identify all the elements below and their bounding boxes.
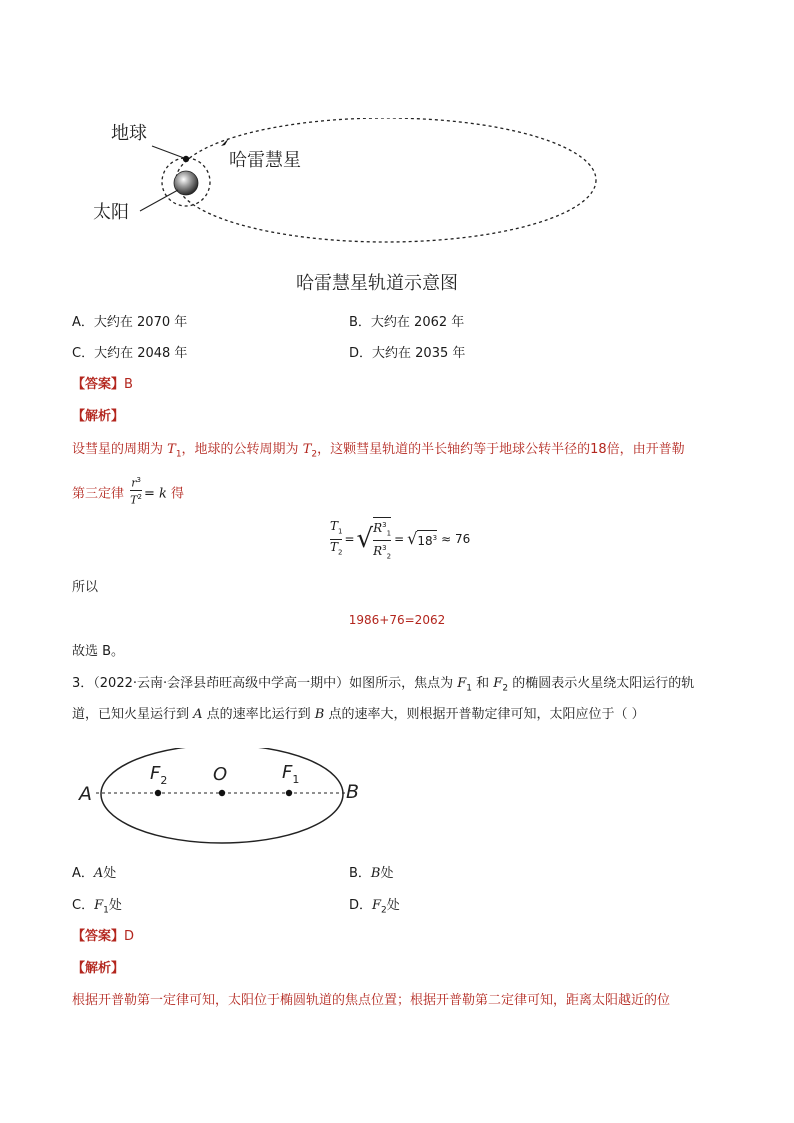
option-letter: B．: [349, 315, 371, 330]
q2-so: 所以: [72, 580, 99, 595]
earth-leader-line: [152, 146, 184, 158]
q3-stem-line1: 3．（2022·云南·会泽县茚旺高级中学高一期中）如图所示，焦点为 $F_1$ 和 $F_2$ 的椭圆表示火星绕太阳运行的轨: [72, 676, 695, 694]
option-letter: C．: [72, 346, 95, 361]
q3-option-b[interactable]: B．B处: [349, 866, 394, 881]
sun-label: 太阳: [93, 202, 129, 223]
q2-answer: [72, 376, 133, 394]
q2-conclusion: 故选 B。: [72, 644, 125, 659]
q2-analysis-line2: 第三定律 $\frac{r^3}{T^2}$ = k 得: [72, 476, 185, 507]
focus-f1-label: $F_1$: [282, 762, 300, 786]
option-text: 大约在 2035 年: [372, 346, 466, 361]
point-a-label: A: [79, 783, 92, 805]
earth-dot: [183, 156, 189, 162]
comet-label: 哈雷慧星: [229, 150, 301, 171]
q2-option-d[interactable]: [349, 345, 465, 363]
q2-analysis-line1: 设彗星的周期为 $T_1$，地球的公转周期为 $T_2$，这颗彗星轨道的半长轴约等于地球公转半径的18倍，由开普勒: [72, 442, 685, 460]
focus-f1-point: [286, 790, 292, 796]
q3-option-d[interactable]: D．$F_2$处: [349, 898, 400, 916]
q2-option-b[interactable]: [349, 314, 464, 332]
point-b-label: B: [346, 781, 360, 803]
option-letter: A．: [72, 315, 94, 330]
q2-option-c[interactable]: [72, 345, 187, 363]
kepler-third-law-fraction: $\frac{r^3}{T^2}$: [130, 476, 142, 507]
option-text: 大约在 2048 年: [94, 346, 188, 361]
halley-orbit-diagram: [80, 118, 620, 263]
q2-calculation: 1986+76=2062: [348, 613, 446, 627]
center-o-label: O: [213, 764, 228, 785]
center-o-point: [219, 790, 225, 796]
figure1-caption: 哈雷慧星轨道示意图: [296, 273, 458, 294]
comet-orbit: [176, 118, 596, 242]
q3-stem-line2: 道，已知火星运行到 A 点的速率比运行到 B 点的速率大，则根据开普勒定律可知，太阳应位于（ ）: [72, 707, 645, 722]
sun: [174, 171, 198, 195]
option-text: 大约在 2062 年: [370, 315, 465, 330]
focus-f2-label: $F_2$: [150, 763, 168, 787]
answer-value: D: [124, 929, 135, 944]
q3-analysis-tag: 【解析】: [72, 961, 125, 976]
q3-option-a[interactable]: A．A处: [72, 866, 117, 881]
focus-f2-point: [155, 790, 161, 796]
q2-option-a[interactable]: [72, 314, 187, 332]
option-text: 大约在 2070 年: [93, 315, 188, 330]
earth-label: 地球: [111, 123, 147, 144]
mars-orbit-ellipse-diagram: [70, 748, 370, 848]
q3-answer: [72, 928, 134, 946]
q3-option-c[interactable]: C．$F_1$处: [72, 898, 122, 916]
comet-marker: [221, 138, 229, 146]
period-ratio-equation: $\frac{T_1}{T_2}$ = √ $\frac{R^3_1}{R^3_2}$ = √ $18^3$ ≈ 76: [330, 518, 470, 560]
q2-analysis-tag: 【解析】: [72, 409, 125, 424]
answer-tag: 【答案】: [72, 377, 125, 392]
answer-value: B: [124, 377, 133, 392]
q3-analysis-line: 根据开普勒第一定律可知，太阳位于椭圆轨道的焦点位置；根据开普勒第二定律可知，距离太阳越近的位: [72, 993, 671, 1008]
sun-leader-line: [140, 190, 178, 211]
option-letter: D．: [349, 346, 373, 361]
answer-tag: 【答案】: [72, 929, 125, 944]
